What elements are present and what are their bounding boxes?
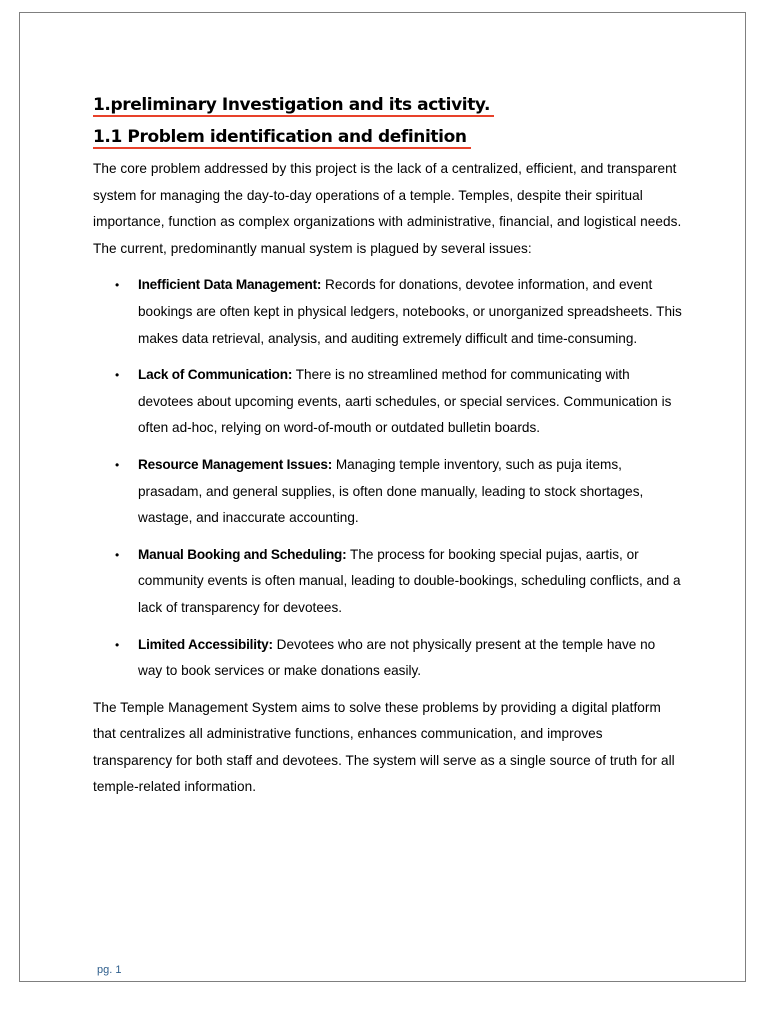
heading-preliminary-investigation: 1.preliminary Investigation and its activity. [93, 92, 490, 118]
bullet-icon: • [115, 637, 120, 652]
intro-paragraph: The core problem addressed by this project is the lack of a centralized, efficient, and transparent system for managing the day-to-day operations of a temple. Temples, despite their spiritual importance, function as complex organizations with administrative, financial, and logistical needs. The current, predominantly manual system is plagued by several issues: [93, 161, 682, 256]
list-item [93, 542, 683, 622]
bullet-term: Manual Booking and Scheduling: [138, 546, 347, 562]
bullet-icon: • [115, 368, 120, 383]
document-body [93, 92, 683, 801]
bullet-text: Managing temple inventory, such as puja items, prasadam, and general supplies, is often done manually, leading to stock shortages, wastage, and inaccurate accounting. [138, 456, 644, 526]
bullet-term: Limited Accessibility: [138, 636, 273, 652]
bullet-text: Records for donations, devotee information, and event bookings are often kept in physical ledgers, notebooks, or unorganized spreadsheets. This makes data retrieval, analysis, and auditing extremely difficult and time-consuming. [138, 277, 682, 346]
bullet-term: Inefficient Data Management: [138, 277, 322, 293]
list-item [93, 452, 683, 532]
heading-1-wrap [93, 92, 683, 124]
bullet-term: Lack of Communication: [138, 367, 293, 383]
list-item [93, 362, 683, 442]
heading-2-wrap [93, 124, 683, 156]
bullet-term: Resource Management Issues: [138, 456, 333, 472]
list-item [93, 632, 683, 685]
bullet-text: There is no streamlined method for communicating with devotees about upcoming events, aarti schedules, or special services. Communication is often ad-hoc, relying on word-of-mouth or outdated bulletin boards. [138, 367, 672, 436]
bullet-text: Devotees who are not physically present at the temple have no way to book services or make donations easily. [138, 636, 656, 679]
issues-list [93, 272, 683, 684]
page-number: pg. 1 [97, 964, 122, 976]
bullet-icon: • [115, 457, 120, 472]
conclusion-paragraph: The Temple Management System aims to solve these problems by providing a digital platform that centralizes all administrative functions, enhances communication, and improves transparency for both staff and devotees. The system will serve as a single source of truth for all temple-related information. [93, 699, 675, 795]
heading-problem-identification: 1.1 Problem identification and definition [93, 124, 467, 150]
list-item [93, 272, 683, 352]
bullet-icon: • [115, 547, 120, 562]
bullet-text: The process for booking special pujas, aartis, or community events is often manual, leading to double-bookings, scheduling conflicts, and a lack of transparency for devotees. [138, 546, 681, 615]
bullet-icon: • [115, 278, 120, 293]
